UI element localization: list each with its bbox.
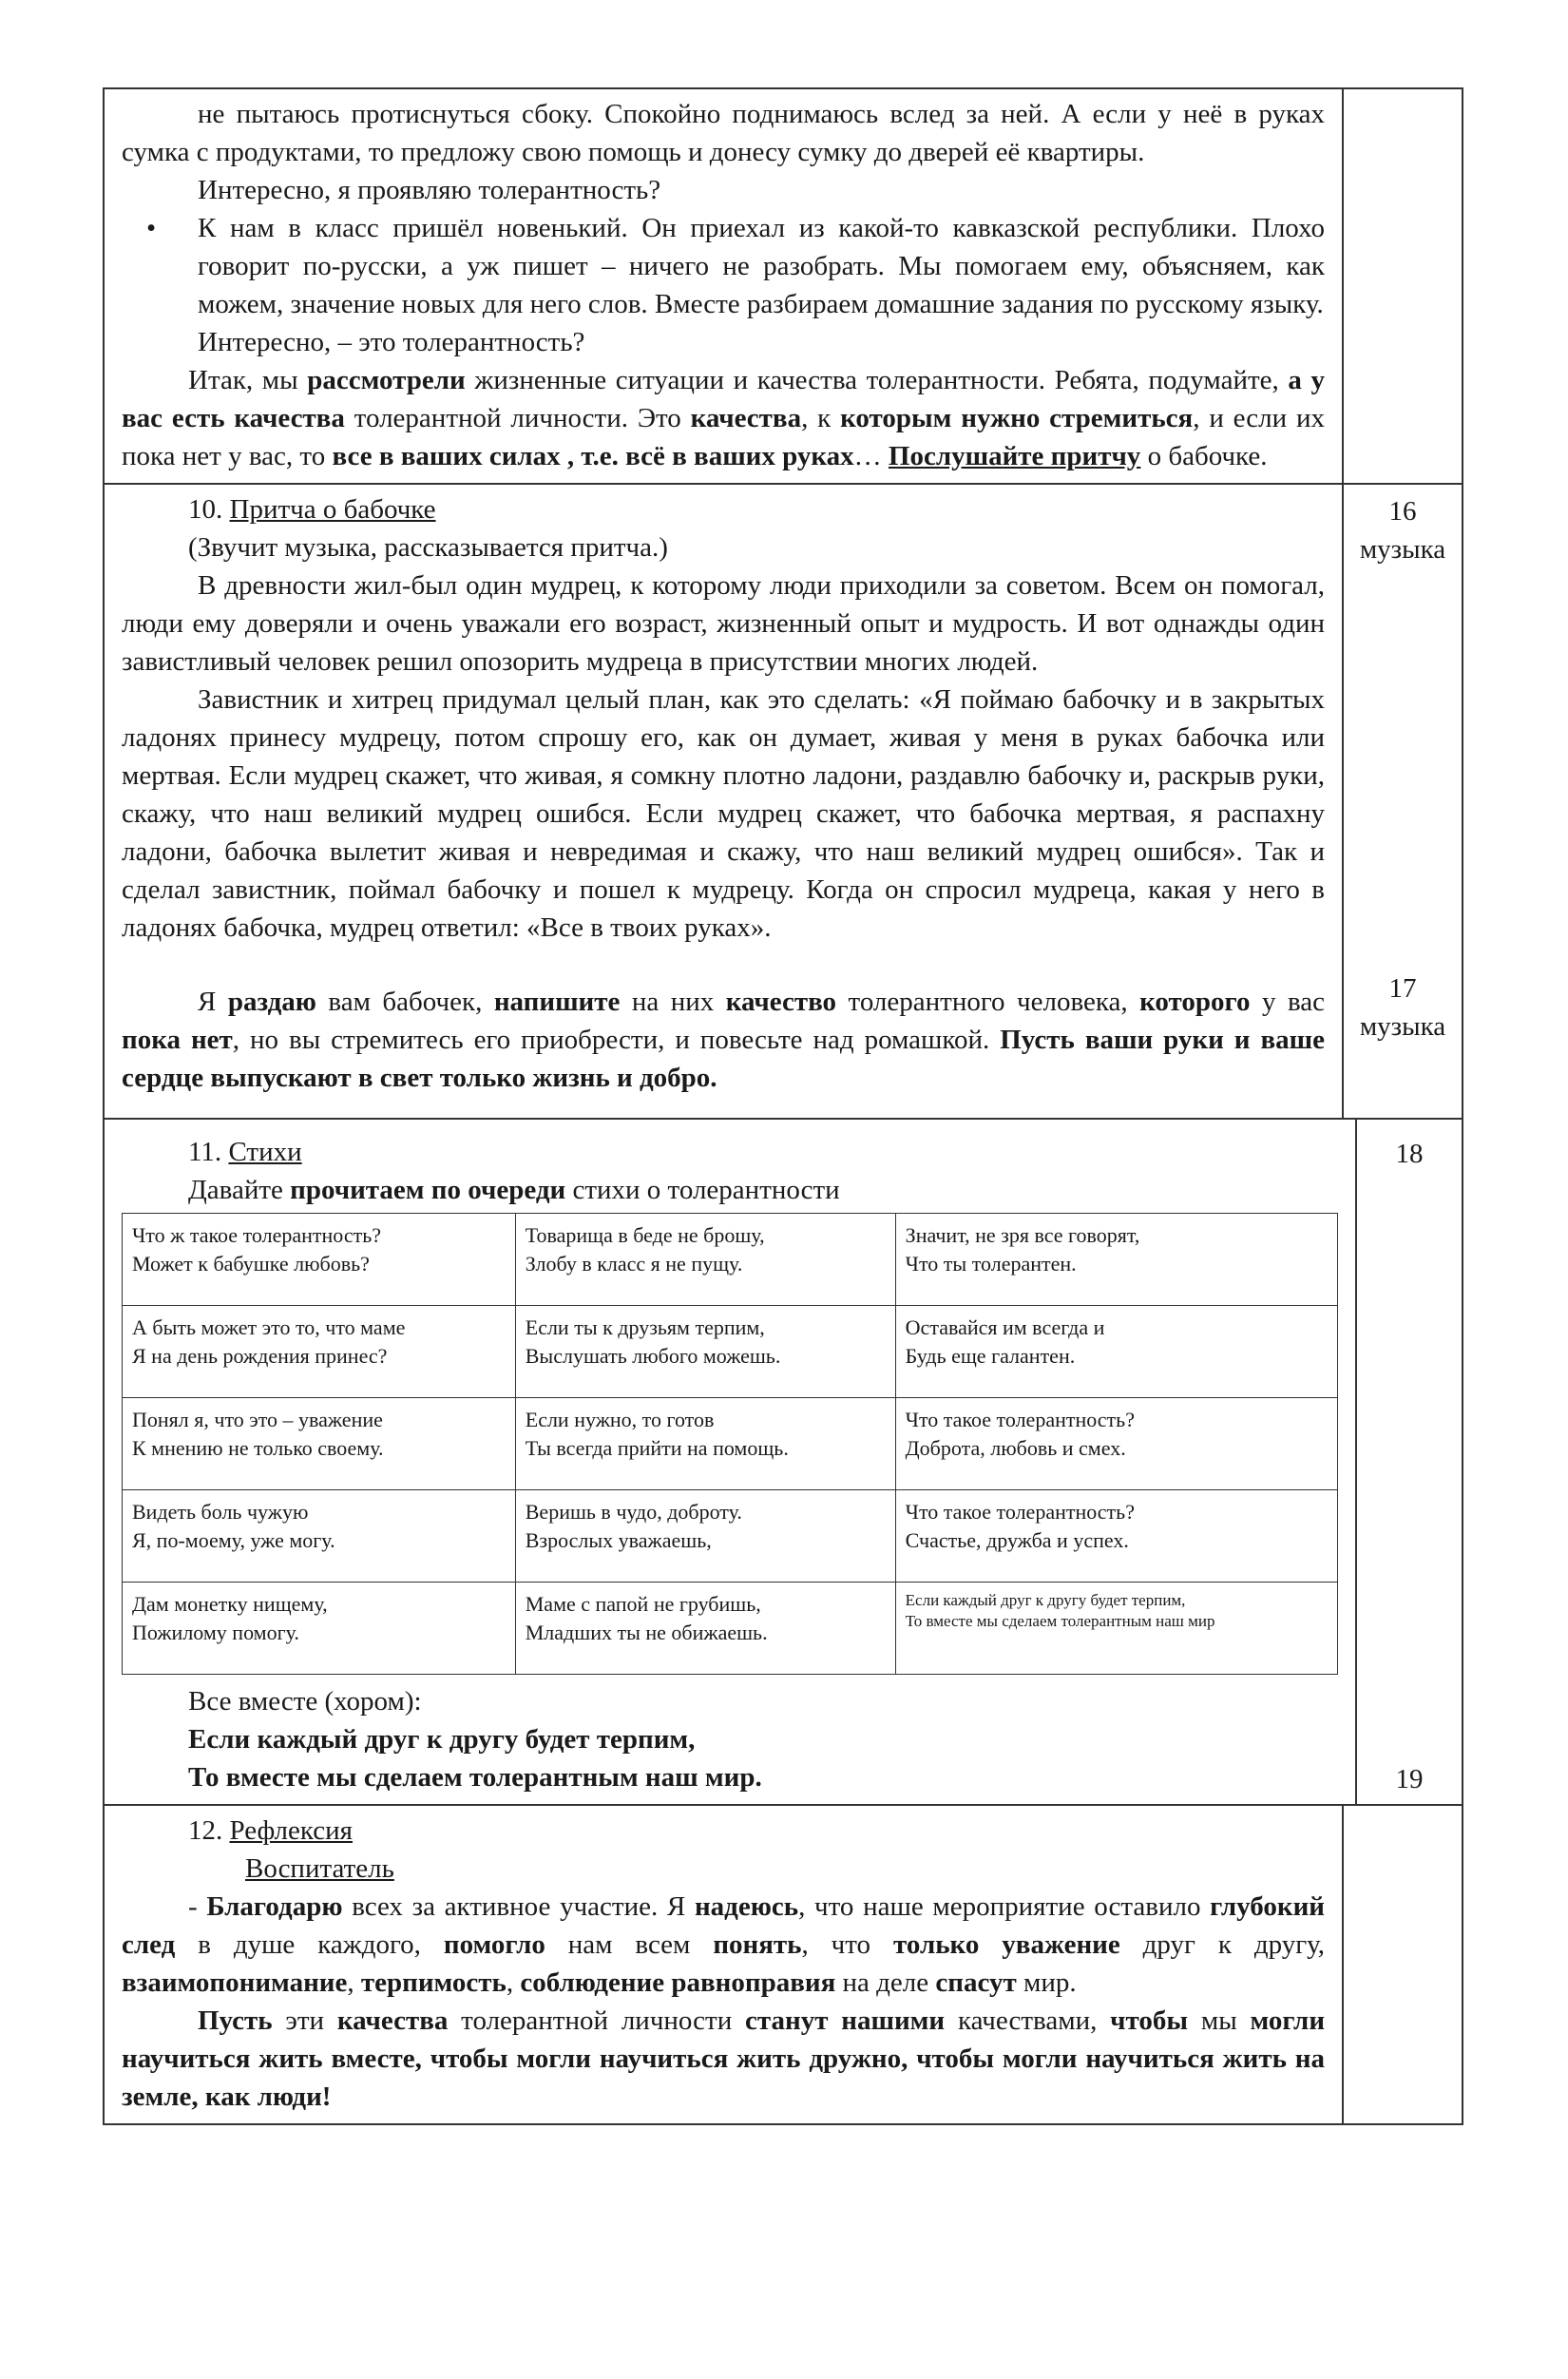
poem-line: А быть может это то, что маме bbox=[132, 1315, 406, 1339]
section-heading: 11. Стихи bbox=[188, 1137, 302, 1167]
poem-cell bbox=[895, 1398, 1337, 1490]
poem-cell bbox=[123, 1214, 516, 1306]
section-heading: 12. Рефлексия bbox=[188, 1815, 353, 1846]
side-column bbox=[1342, 1806, 1462, 2123]
row-content bbox=[105, 1806, 1342, 2123]
music-label: музыка bbox=[1359, 1011, 1446, 1042]
poem-row bbox=[123, 1490, 1338, 1583]
side-column bbox=[1355, 1120, 1462, 1804]
table-row-poems bbox=[103, 1120, 1463, 1806]
poem-line: Может к бабушке любовь? bbox=[132, 1252, 370, 1276]
paragraph: Завистник и хитрец придумал целый план, как это сделать: «Я поймаю бабочку и в закрытых ладонях принесу мудрецу, потом спрошу его, как он думает, живая у меня в руках бабочка или мертвая. Если мудрец скажет, что живая, я сомкну плотно ладони, раздавлю бабочку и, раскрыв руки, скажу, что наш великий мудрец ошибся. Если мудрец скажет, что бабочка мертвая, я распахну ладони, бабочка вылетит живая и невредимая и скажу, что наш великий мудрец ошибся». Так и сделал завистник, поймал бабочку и пошел к мудрецу. Когда он спросил мудреца, какая у него в ладонях бабочка, мудрец ответил: «Все в твоих руках». bbox=[122, 684, 1325, 943]
poem-cell bbox=[123, 1583, 516, 1675]
poem-line: Будь еще галантен. bbox=[905, 1344, 1076, 1368]
poem-line: Дам монетку нищему, bbox=[132, 1592, 328, 1616]
poem-line: Доброта, любовь и смех. bbox=[905, 1436, 1126, 1460]
section-heading: 10. Притча о бабочке bbox=[188, 494, 436, 525]
music-label: музыка bbox=[1359, 534, 1446, 565]
poem-line: Оставайся им всегда и bbox=[905, 1315, 1105, 1339]
closing-paragraph: - Благодарю всех за активное участие. Я надеюсь, что наше мероприятие оставило глубокий след в душе каждого, помогло нам всем понять, что только уважение друг к другу, взаимопонимание, терпимость, соблюдение равноправия на деле спасут мир. bbox=[122, 1891, 1325, 1998]
slide-number: 16 bbox=[1388, 496, 1417, 527]
slide-number: 17 bbox=[1388, 973, 1417, 1004]
row-content bbox=[105, 485, 1342, 1118]
poem-line: Счастье, дружба и успех. bbox=[905, 1528, 1129, 1552]
paragraph: не пытаюсь протиснуться сбоку. Спокойно поднимаюсь вслед за ней. А если у неё в руках сумка с продуктами, то предложу свою помощь и донесу сумку до дверей её квартиры. bbox=[122, 99, 1325, 167]
poem-line: Веришь в чудо, доброту. bbox=[525, 1500, 742, 1524]
poem-line: Что такое толерантность? bbox=[905, 1408, 1135, 1431]
poem-row bbox=[123, 1306, 1338, 1398]
task-paragraph: Я раздаю вам бабочек, напишите на них качество толерантного человека, которого у вас пока нет, но вы стремитесь его приобрести, и повесьте над ромашкой. Пусть ваши руки и ваше сердце выпускают в свет только жизнь и добро. bbox=[122, 987, 1326, 1093]
poem-line: Если нужно, то готов bbox=[525, 1408, 715, 1431]
bullet-item: • К нам в класс пришёл новенький. Он приехал из какой-то кавказской республики. Плохо говорит по-русски, а уж пишет – ничего не разобрать. Мы помогаем ему, объясняем, как можем, значение новых для него слов. Вместе разбираем домашние задания по русскому языку. bbox=[122, 209, 1325, 323]
poem-line: То вместе мы сделаем толерантным наш мир bbox=[905, 1612, 1215, 1630]
chorus-line: То вместе мы сделаем толерантным наш мир. bbox=[188, 1762, 762, 1793]
side-column bbox=[1342, 485, 1462, 1118]
poem-cell bbox=[123, 1398, 516, 1490]
poems-table bbox=[122, 1213, 1338, 1675]
poem-line: Значит, не зря все говорят, bbox=[905, 1223, 1140, 1247]
row-content bbox=[105, 89, 1342, 483]
poem-cell bbox=[515, 1490, 895, 1583]
slide-number: 19 bbox=[1395, 1764, 1424, 1794]
poem-row bbox=[123, 1398, 1338, 1490]
chorus-label: Все вместе (хором): bbox=[188, 1686, 422, 1717]
poem-cell bbox=[515, 1583, 895, 1675]
poem-line: Выслушать любого можешь. bbox=[525, 1344, 781, 1368]
paragraph: Интересно, – это толерантность? bbox=[198, 327, 585, 357]
poem-line: Ты всегда прийти на помощь. bbox=[525, 1436, 789, 1460]
poem-cell bbox=[895, 1583, 1337, 1675]
poem-cell bbox=[515, 1214, 895, 1306]
document-page bbox=[103, 87, 1463, 2125]
poem-cell bbox=[895, 1306, 1337, 1398]
poem-cell bbox=[515, 1398, 895, 1490]
poem-line: Взрослых уважаешь, bbox=[525, 1528, 712, 1552]
poem-line: Что ты толерантен. bbox=[905, 1252, 1077, 1276]
poem-cell bbox=[895, 1214, 1337, 1306]
poem-line: Что ж такое толерантность? bbox=[132, 1223, 382, 1247]
table-row-situations bbox=[103, 89, 1463, 485]
poem-line: Злобу в класс я не пущу. bbox=[525, 1252, 743, 1276]
poem-row bbox=[123, 1214, 1338, 1306]
slide-number: 18 bbox=[1395, 1139, 1424, 1169]
poems-intro: Давайте прочитаем по очереди стихи о толерантности bbox=[188, 1175, 840, 1205]
paragraph: Интересно, я проявляю толерантность? bbox=[198, 175, 661, 205]
side-column bbox=[1342, 89, 1462, 483]
poem-line: Я, по-моему, уже могу. bbox=[132, 1528, 335, 1552]
poem-cell bbox=[515, 1306, 895, 1398]
poem-line: К мнению не только своему. bbox=[132, 1436, 384, 1460]
stage-direction: (Звучит музыка, рассказывается притча.) bbox=[188, 532, 668, 563]
poem-cell bbox=[123, 1306, 516, 1398]
poem-line: Понял я, что это – уважение bbox=[132, 1408, 383, 1431]
summary-paragraph: Итак, мы рассмотрели жизненные ситуации и качества толерантности. Ребята, подумайте, а у вас есть качества толерантной личности. Это качества, к которым нужно стремиться, и если их пока нет у вас, то все в ваших силах , т.е. всё в ваших руках… Послушайте притчу о бабочке. bbox=[122, 365, 1325, 471]
poem-line: Пожилому помогу. bbox=[132, 1621, 299, 1644]
closing-paragraph: Пусть эти качества толерантной личности станут нашими качествами, чтобы мы могли научиться жить вместе, чтобы могли научиться жить дружно, чтобы могли научиться жить на земле, как люди! bbox=[122, 2005, 1326, 2112]
table-row-reflection bbox=[103, 1806, 1463, 2125]
poem-row bbox=[123, 1583, 1338, 1675]
poem-line: Товарища в беде не брошу, bbox=[525, 1223, 765, 1247]
poem-line: Видеть боль чужую bbox=[132, 1500, 309, 1524]
poem-line: Младших ты не обижаешь. bbox=[525, 1621, 768, 1644]
speaker-label: Воспитатель bbox=[245, 1853, 394, 1884]
poem-cell bbox=[123, 1490, 516, 1583]
chorus-line: Если каждый друг к другу будет терпим, bbox=[188, 1724, 696, 1755]
poem-cell bbox=[895, 1490, 1337, 1583]
poem-line: Я на день рождения принес? bbox=[132, 1344, 388, 1368]
poem-line: Маме с папой не грубишь, bbox=[525, 1592, 761, 1616]
poem-line: Что такое толерантность? bbox=[905, 1500, 1135, 1524]
table-row-parable bbox=[103, 485, 1463, 1120]
row-content bbox=[105, 1120, 1355, 1804]
poem-line: Если каждый друг к другу будет терпим, bbox=[905, 1591, 1186, 1609]
poem-line: Если ты к друзьям терпим, bbox=[525, 1315, 765, 1339]
paragraph: В древности жил-был один мудрец, к которому люди приходили за советом. Всем он помогал, люди ему доверяли и очень уважали его возраст, жизненный опыт и мудрость. И вот однажды один завистливый человек решил опозорить мудреца в присутствии многих людей. bbox=[122, 570, 1325, 677]
